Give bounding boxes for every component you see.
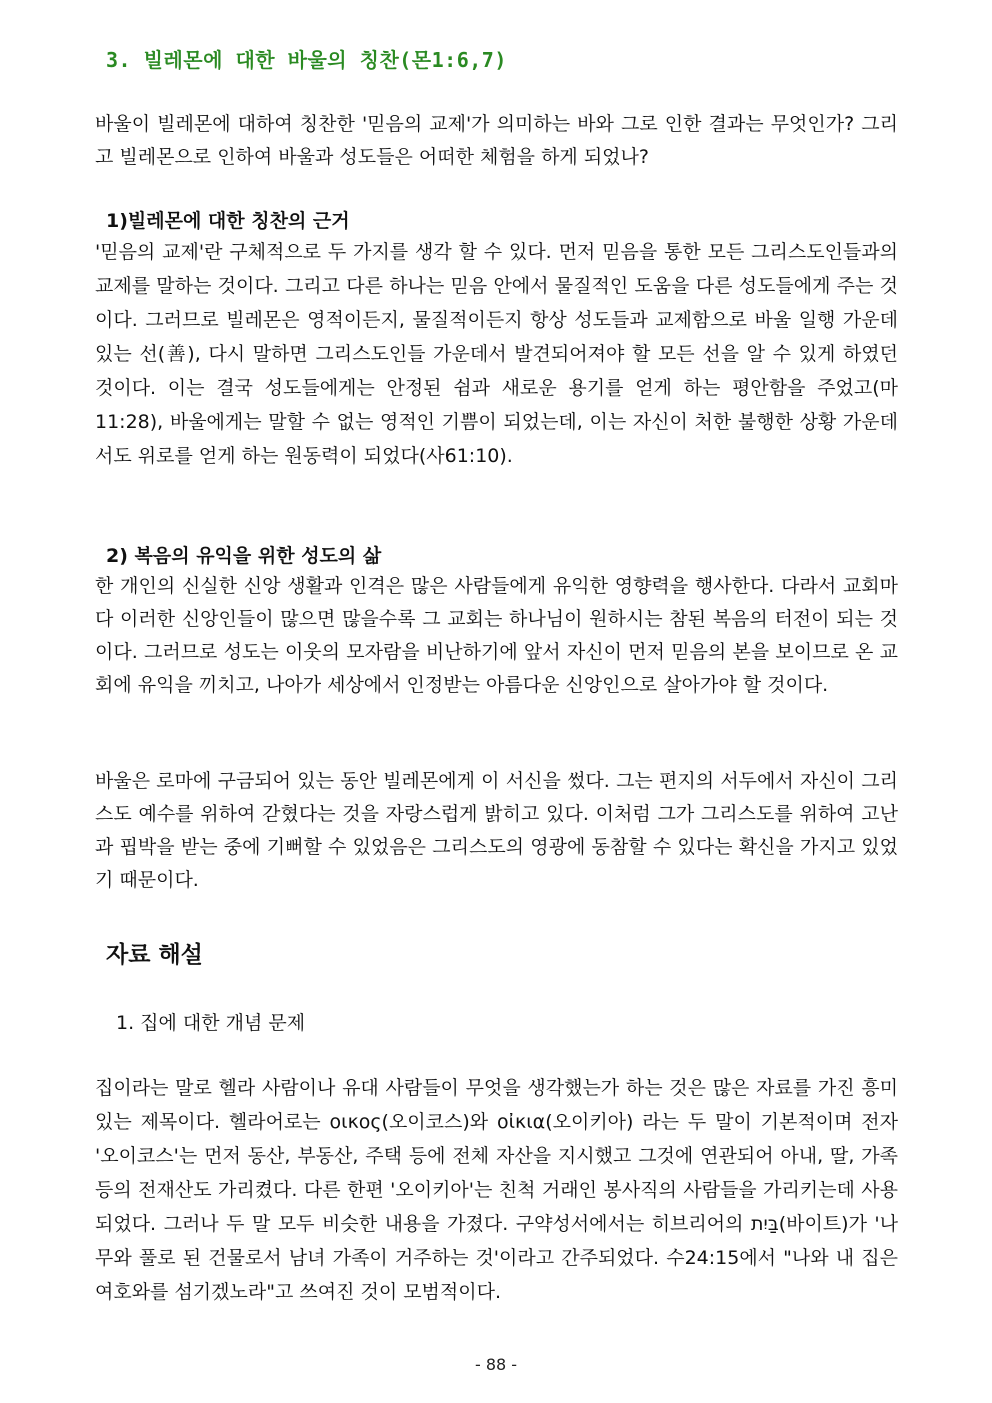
subsection-body-2: 한 개인의 신실한 신앙 생활과 인격은 많은 사람들에게 유익한 영향력을 행사한다. 다라서 교회마다 이러한 신앙인들이 많으면 많을수록 그 교회는 하나님이 원하시는 참된 복음의 터전이 되는 것이다. 그러므로 성도는 이웃의 모자람을 비난하기에 앞서 자신이 먼저 믿음의 본을 보이므로 온 교회에 유익을 끼치고, 나아가 세상에서 인정받는 아름다운 신앙인으로 살아가야 할 것이다.: [95, 575, 898, 696]
section-heading: 3. 빌레몬에 대한 바울의 칭찬(몬1:6,7): [106, 48, 507, 72]
commentary-item-body: 집이라는 말로 헬라 사람이나 유대 사람들이 무엇을 생각했는가 하는 것은 많은 자료를 가진 흥미있는 제목이다. 헬라어로는 οικος(오이코스)와 οἰκια(오이키아) 라는 두 말이 기본적이며 전자 '오이코스'는 먼저 동산, 부동산, 주택 등에 전체 자산을 지시했고 그것에 연관되어 아내, 딸, 가족 등의 전재산도 가리켰다. 다른 한편 '오이키아'는 친척 거래인 봉사직의 사람들을 가리키는데 사용되었다. 그러나 두 말 모두 비슷한 내용을 가졌다. 구약성서에서는 히브리어의 בַּיִת(바이트)가 '나무와 풀로 된 건물로서 남녀 가족이 거주하는 것'이라고 간주되었다. 수24:15에서 "나와 내 집은 여호와를 섬기겠노라"고 쓰여진 것이 모범적이다.: [95, 1077, 898, 1303]
intro-paragraph: 바울이 빌레몬에 대하여 칭찬한 '믿음의 교제'가 의미하는 바와 그로 인한 결과는 무엇인가? 그리고 빌레몬으로 인하여 바울과 성도들은 어떠한 체험을 하게 되었나?: [95, 113, 898, 168]
commentary-heading: 자료 해설: [106, 942, 203, 968]
commentary-item-title: 1. 집에 대한 개념 문제: [116, 1012, 306, 1034]
subsection-title-2: 2) 복음의 유익을 위한 성도의 삶: [106, 545, 382, 567]
subsection-body-1: '믿음의 교제'란 구체적으로 두 가지를 생각 할 수 있다. 먼저 믿음을 통한 모든 그리스도인들과의 교제를 말하는 것이다. 그리고 다른 하나는 믿음 안에서 물질적인 도움을 다른 성도들에게 주는 것이다. 그러므로 빌레몬은 영적이든지, 물질적이든지 항상 성도들과 교제함으로 바울 일행 가운데 있는 선(善), 다시 말하면 그리스도인들 가운데서 발견되어져야 할 모든 선을 알 수 있게 하였던 것이다. 이는 결국 성도들에게는 안정된 쉼과 새로운 용기를 얻게 하는 평안함을 주었고(마11:28), 바울에게는 말할 수 없는 영적인 기쁨이 되었는데, 이는 자신이 처한 불행한 상황 가운데서도 위로를 얻게 하는 원동력이 되었다(사61:10).: [95, 241, 898, 467]
page-number: - 88 -: [474, 1355, 518, 1374]
subsection-title-1: 1)빌레몬에 대한 칭찬의 근거: [106, 210, 350, 232]
closing-paragraph: 바울은 로마에 구금되어 있는 동안 빌레몬에게 이 서신을 썼다. 그는 편지의 서두에서 자신이 그리스도 예수를 위하여 갇혔다는 것을 자랑스럽게 밝히고 있다. 이처럼 그가 그리스도를 위하여 고난과 핍박을 받는 중에 기뻐할 수 있었음은 그리스도의 영광에 동참할 수 있다는 확신을 가지고 있었기 때문이다.: [95, 770, 898, 891]
